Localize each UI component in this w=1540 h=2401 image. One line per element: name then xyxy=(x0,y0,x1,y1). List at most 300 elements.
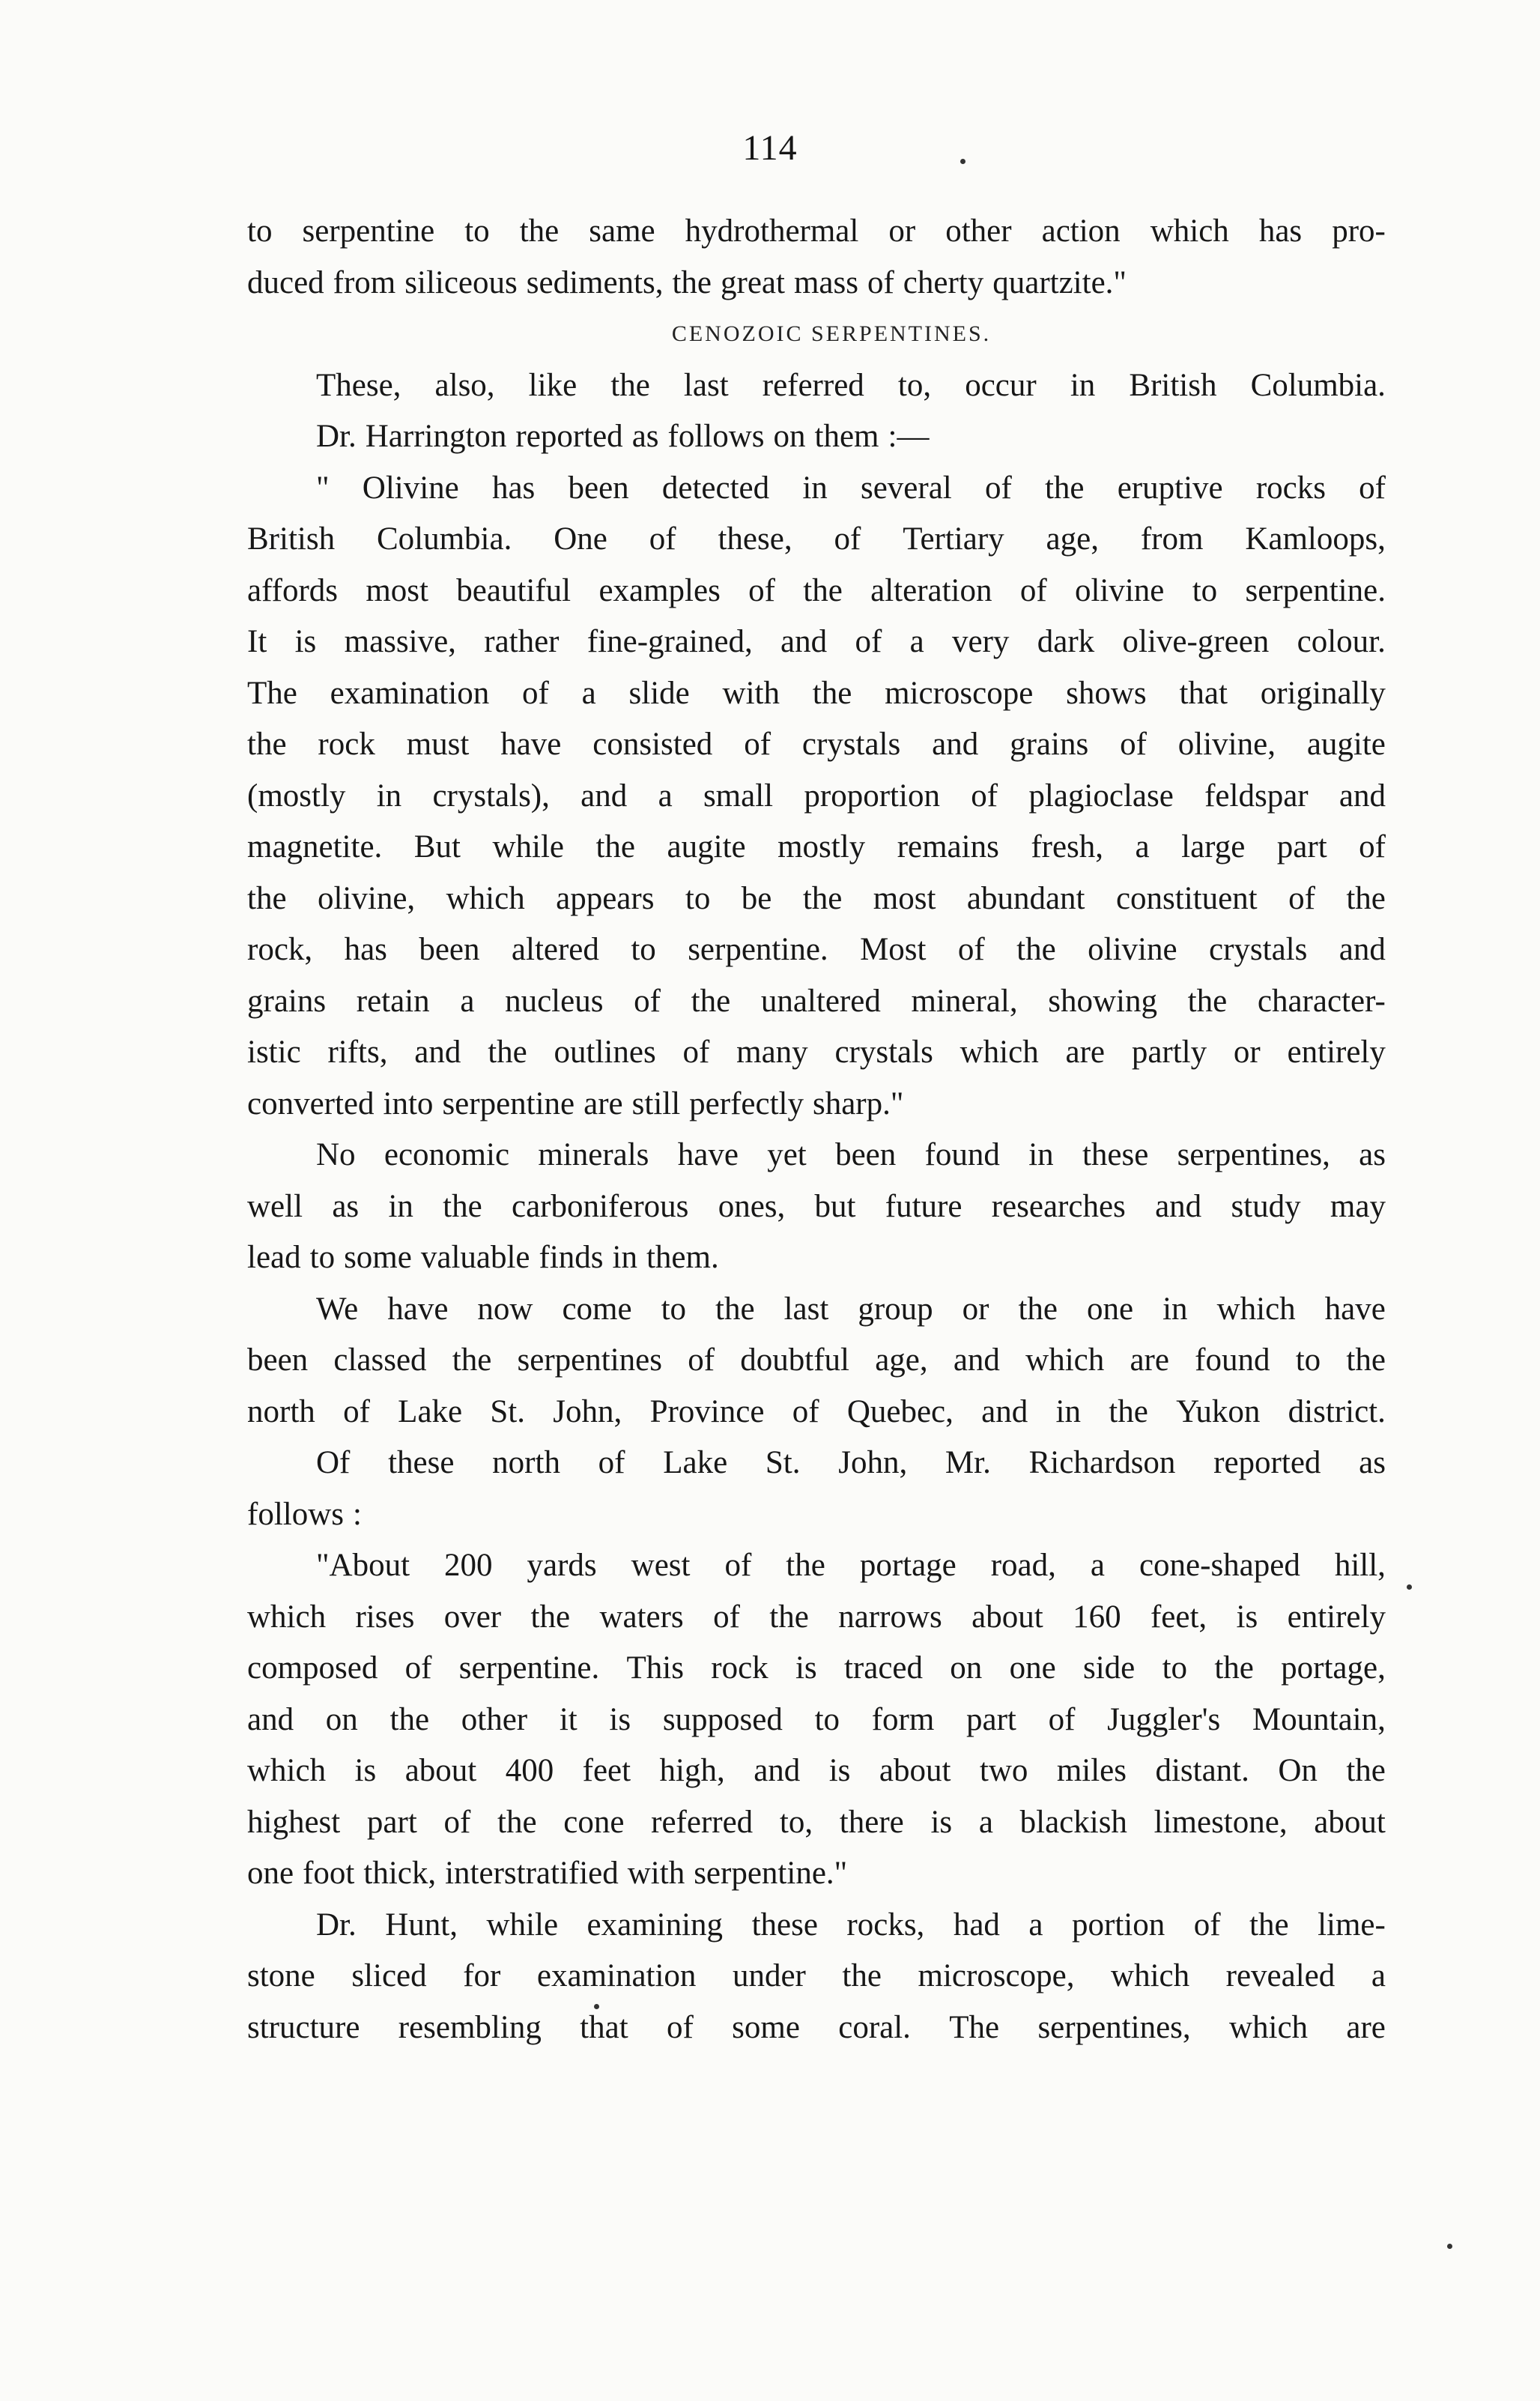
word: other xyxy=(461,1701,528,1737)
word: which xyxy=(1228,2009,1309,2045)
word: olivine, xyxy=(317,880,416,916)
text-line xyxy=(247,1130,1386,1181)
word: minerals xyxy=(538,1137,649,1172)
word: blackish xyxy=(1019,1804,1127,1840)
word: same xyxy=(589,214,655,249)
word: to xyxy=(309,1240,336,1275)
word: has xyxy=(344,932,387,967)
word: coral. xyxy=(838,2009,911,2045)
word: economic xyxy=(384,1137,510,1172)
word: quartzite." xyxy=(992,264,1127,300)
word: foot xyxy=(303,1856,355,1891)
word: traced xyxy=(843,1650,923,1686)
word: But xyxy=(413,829,461,865)
word: and xyxy=(247,1701,294,1737)
word: feet xyxy=(582,1753,631,1788)
word: showing xyxy=(1048,983,1157,1019)
word: waters xyxy=(599,1599,684,1635)
word: olivine xyxy=(1074,572,1165,608)
word: may xyxy=(1330,1188,1386,1224)
word: the xyxy=(812,675,852,711)
word: partly xyxy=(1131,1035,1207,1070)
word: the xyxy=(691,983,731,1019)
word: serpentine. xyxy=(1245,572,1386,608)
text-line xyxy=(247,1284,1386,1336)
page-number: 114 xyxy=(742,128,798,168)
word: been xyxy=(247,1342,309,1378)
word: St. xyxy=(490,1393,526,1429)
word: part xyxy=(366,1804,417,1840)
word: narrows xyxy=(838,1599,942,1635)
word: in xyxy=(1055,1393,1081,1429)
word: originally xyxy=(1260,675,1386,711)
word: of xyxy=(634,983,661,1019)
word: the xyxy=(1109,1393,1148,1429)
word: reported xyxy=(1213,1445,1321,1480)
word: in xyxy=(802,470,828,506)
word: to xyxy=(631,932,656,967)
word: side xyxy=(1082,1650,1136,1686)
word: about xyxy=(879,1753,951,1788)
text-line xyxy=(247,924,1386,976)
word: been xyxy=(419,932,480,967)
text-line xyxy=(247,1387,1386,1438)
word: the xyxy=(672,264,712,300)
word: are xyxy=(1346,2009,1386,2045)
word: the xyxy=(488,1035,527,1070)
word: rifts, xyxy=(327,1035,388,1070)
word: these xyxy=(1082,1137,1149,1172)
word: have xyxy=(387,1291,449,1327)
word: microscope, xyxy=(918,1958,1075,1993)
word: cherty xyxy=(903,264,984,300)
word: of xyxy=(724,1548,752,1583)
text-line xyxy=(247,873,1386,925)
word: as xyxy=(1359,1445,1386,1480)
word: north xyxy=(247,1393,315,1429)
word: with xyxy=(722,675,780,711)
word: of xyxy=(855,624,882,659)
word: the xyxy=(595,829,636,865)
word: or xyxy=(962,1291,989,1327)
word: massive, xyxy=(344,624,456,659)
word: great xyxy=(721,264,785,300)
text-line xyxy=(247,514,1386,566)
text-line xyxy=(247,771,1386,823)
word: of xyxy=(792,1393,819,1429)
word: rises xyxy=(355,1599,415,1635)
word: converted xyxy=(247,1086,375,1121)
word: a xyxy=(460,983,475,1019)
word: examination xyxy=(330,675,490,711)
word: distant. xyxy=(1155,1753,1249,1788)
word: still xyxy=(631,1086,681,1121)
word: of xyxy=(404,1650,432,1686)
text-line xyxy=(247,1643,1386,1695)
word: the xyxy=(1044,470,1085,506)
word: character- xyxy=(1257,983,1386,1019)
word: fresh, xyxy=(1031,829,1104,865)
word: must xyxy=(406,727,470,762)
word: duced xyxy=(247,264,324,300)
word: examples xyxy=(598,572,721,608)
word: is xyxy=(828,1753,851,1788)
word: are xyxy=(1130,1342,1169,1378)
word: and xyxy=(981,1393,1028,1429)
word: west xyxy=(631,1548,691,1583)
word: Hunt, xyxy=(385,1907,458,1943)
word: of xyxy=(1193,1907,1221,1943)
word: doubtful xyxy=(740,1342,849,1378)
word: Richardson xyxy=(1028,1445,1176,1480)
word: serpentine xyxy=(442,1086,575,1121)
word: proportion xyxy=(804,778,940,814)
word: been xyxy=(835,1137,897,1172)
word: is xyxy=(1236,1599,1258,1635)
word: the xyxy=(497,1804,537,1840)
word: miles xyxy=(1056,1753,1127,1788)
text-line xyxy=(247,1181,1386,1233)
word: for xyxy=(463,1958,501,1993)
word: them. xyxy=(646,1240,719,1275)
print-speck xyxy=(1447,2244,1452,2249)
word: cone xyxy=(563,1804,625,1840)
word: age, xyxy=(1046,521,1099,557)
word: the xyxy=(1018,1291,1058,1327)
word: to, xyxy=(897,367,932,403)
word: and xyxy=(1155,1188,1202,1224)
word: to xyxy=(464,214,490,249)
word: lead xyxy=(247,1240,301,1275)
text-line xyxy=(247,1900,1386,1952)
word: study xyxy=(1231,1188,1301,1224)
word: which xyxy=(247,1599,327,1635)
word: last xyxy=(683,367,729,403)
word: most xyxy=(366,572,428,608)
word: thick, xyxy=(363,1856,437,1891)
word: lime- xyxy=(1318,1907,1386,1943)
word: Most xyxy=(860,932,927,967)
word: these xyxy=(388,1445,455,1480)
word: of xyxy=(666,2009,694,2045)
word: reported xyxy=(515,419,623,454)
word: action xyxy=(1041,214,1121,249)
text-line xyxy=(247,1592,1386,1644)
word: John, xyxy=(553,1393,622,1429)
word: hill, xyxy=(1334,1548,1386,1583)
word: had xyxy=(953,1907,1000,1943)
word: of xyxy=(957,932,985,967)
word: of xyxy=(649,521,676,557)
text-line xyxy=(247,463,1386,515)
word: unaltered xyxy=(760,983,881,1019)
word: of xyxy=(688,1342,715,1378)
word: Yukon xyxy=(1176,1393,1261,1429)
text-line xyxy=(247,719,1386,771)
word: several xyxy=(860,470,952,506)
word: One xyxy=(554,521,607,557)
text-line xyxy=(247,206,1386,258)
word: portage xyxy=(859,1548,957,1583)
word: rocks, xyxy=(846,1907,925,1943)
word: retain xyxy=(356,983,430,1019)
word: dark xyxy=(1037,624,1095,659)
word: the xyxy=(247,727,287,762)
text-line xyxy=(247,411,1386,463)
word: and xyxy=(580,778,628,814)
word: of xyxy=(443,1804,471,1840)
word: feet, xyxy=(1150,1599,1207,1635)
word: the xyxy=(1214,1650,1254,1686)
word: have xyxy=(677,1137,739,1172)
word: and xyxy=(754,1753,801,1788)
word: from xyxy=(1140,521,1204,557)
word: to xyxy=(1295,1342,1321,1378)
text-line xyxy=(247,1746,1386,1797)
word: Olivine xyxy=(362,470,459,506)
word: examination xyxy=(536,1958,697,1993)
word: Province xyxy=(649,1393,765,1429)
word: Lake xyxy=(398,1393,463,1429)
word: in xyxy=(612,1240,637,1275)
word: as xyxy=(1359,1137,1386,1172)
word: istic xyxy=(247,1035,301,1070)
word: It xyxy=(247,624,267,659)
word: on xyxy=(325,1701,358,1737)
word: which xyxy=(960,1035,1039,1070)
word: referred xyxy=(651,1804,754,1840)
word: it xyxy=(559,1701,578,1737)
word: alteration xyxy=(870,572,992,608)
word: to, xyxy=(779,1804,813,1840)
word: like xyxy=(528,367,578,403)
word: small xyxy=(703,778,774,814)
word: mostly xyxy=(777,829,866,865)
word: (mostly xyxy=(247,778,346,814)
word: fine-grained, xyxy=(586,624,753,659)
word: augite xyxy=(1306,727,1386,762)
word: and xyxy=(414,1035,461,1070)
text-line xyxy=(247,1797,1386,1849)
word: " xyxy=(316,470,330,506)
text-line xyxy=(247,360,1386,412)
word: mineral, xyxy=(911,983,1018,1019)
word: have xyxy=(500,727,562,762)
word: now xyxy=(477,1291,533,1327)
word: rock xyxy=(711,1650,769,1686)
word: the xyxy=(389,1701,430,1737)
word: remains xyxy=(897,829,999,865)
word: No xyxy=(316,1137,356,1172)
text-line xyxy=(247,1232,1386,1284)
word: are xyxy=(1065,1035,1106,1070)
word: age, xyxy=(875,1342,928,1378)
word: limestone, xyxy=(1154,1804,1288,1840)
word: is xyxy=(795,1650,817,1686)
text-line xyxy=(247,1540,1386,1592)
word: is xyxy=(294,624,317,659)
word: in xyxy=(376,778,402,814)
word: about xyxy=(404,1753,477,1788)
word: researches xyxy=(991,1188,1126,1224)
word: these, xyxy=(718,521,792,557)
word: These, xyxy=(316,367,401,403)
word: while xyxy=(486,1907,559,1943)
word: of xyxy=(1359,829,1386,865)
word: On xyxy=(1278,1753,1318,1788)
word: microscope xyxy=(885,675,1034,711)
word: The xyxy=(247,675,297,711)
word: these xyxy=(751,1907,818,1943)
word: has xyxy=(491,470,536,506)
word: of xyxy=(867,264,894,300)
word: of xyxy=(1288,880,1315,916)
word: resembling xyxy=(398,2009,542,2045)
word: British xyxy=(247,521,336,557)
word: We xyxy=(316,1291,359,1327)
word: rather xyxy=(484,624,560,659)
text-line xyxy=(247,566,1386,617)
word: crystals xyxy=(834,1035,933,1070)
text-line xyxy=(247,1438,1386,1489)
word: follows xyxy=(247,1496,344,1532)
word: the xyxy=(519,214,560,249)
word: one xyxy=(247,1856,294,1891)
word: portion xyxy=(1072,1907,1165,1943)
word: Lake xyxy=(663,1445,728,1480)
word: olivine xyxy=(1088,932,1177,967)
word: future xyxy=(885,1188,962,1224)
word: one xyxy=(1009,1650,1056,1686)
text-line xyxy=(247,1951,1386,2002)
word: last xyxy=(783,1291,829,1327)
word: large xyxy=(1181,829,1246,865)
word: to xyxy=(247,214,273,249)
word: many xyxy=(736,1035,808,1070)
word: Mr. xyxy=(945,1445,991,1480)
word: or xyxy=(1233,1035,1261,1070)
word: rocks xyxy=(1255,470,1326,506)
text-line xyxy=(247,668,1386,720)
word: finds xyxy=(539,1240,604,1275)
word: John, xyxy=(838,1445,908,1480)
word: affords xyxy=(247,572,339,608)
word: Columbia. xyxy=(376,521,512,557)
word: about xyxy=(971,1599,1043,1635)
word: on xyxy=(773,419,806,454)
word: of xyxy=(1120,727,1147,762)
word: to xyxy=(685,880,711,916)
text-line xyxy=(247,1695,1386,1746)
word: of xyxy=(748,572,775,608)
word: a xyxy=(1135,829,1150,865)
word: of xyxy=(343,1393,370,1429)
word: Harrington xyxy=(365,419,507,454)
word: olivine, xyxy=(1177,727,1276,762)
word: 400 xyxy=(505,1753,554,1788)
word: supposed xyxy=(662,1701,783,1737)
word: a xyxy=(1090,1548,1105,1583)
word: come xyxy=(562,1291,632,1327)
word: plagioclase xyxy=(1028,778,1174,814)
word: the xyxy=(715,1291,755,1327)
word: occur xyxy=(965,367,1037,403)
print-speck xyxy=(960,159,965,164)
word: two xyxy=(979,1753,1028,1788)
word: north xyxy=(492,1445,560,1480)
word: in xyxy=(388,1188,413,1224)
word: on xyxy=(950,1650,983,1686)
word: of xyxy=(984,470,1012,506)
word: there xyxy=(839,1804,904,1840)
word: outlines xyxy=(554,1035,656,1070)
word: of xyxy=(682,1035,710,1070)
word: which xyxy=(1111,1958,1190,1993)
word: about xyxy=(1314,1804,1386,1840)
word: the xyxy=(786,1548,825,1583)
word: part xyxy=(966,1701,1016,1737)
word: group xyxy=(858,1291,933,1327)
word: stone xyxy=(247,1958,315,1993)
word: the xyxy=(443,1188,482,1224)
word: Columbia. xyxy=(1250,367,1386,403)
word: which xyxy=(1216,1291,1296,1327)
print-speck xyxy=(594,2004,599,2009)
word: some xyxy=(344,1240,412,1275)
word: high, xyxy=(659,1753,725,1788)
word: from xyxy=(333,264,396,300)
word: the xyxy=(452,1342,492,1378)
word: yet xyxy=(767,1137,807,1172)
word: the xyxy=(1346,880,1386,916)
word: and xyxy=(1339,778,1386,814)
word: most xyxy=(873,880,936,916)
word: beautiful xyxy=(456,572,572,608)
word: been xyxy=(568,470,629,506)
text-line xyxy=(247,258,1386,309)
word: olive-green xyxy=(1122,624,1270,659)
word: of xyxy=(713,1599,740,1635)
word: a xyxy=(1028,1907,1043,1943)
word: while xyxy=(492,829,564,865)
word: constituent xyxy=(1115,880,1258,916)
word: consisted xyxy=(592,727,713,762)
word: structure xyxy=(247,2009,360,2045)
word: portage, xyxy=(1281,1650,1386,1686)
word: grains xyxy=(247,983,327,1019)
word: interstratified xyxy=(445,1856,619,1891)
word: and xyxy=(932,727,979,762)
word: appears xyxy=(556,880,655,916)
word: district. xyxy=(1288,1393,1386,1429)
word: :— xyxy=(888,419,930,454)
word: Kamloops, xyxy=(1245,521,1386,557)
word: feldspar xyxy=(1204,778,1309,814)
word: augite xyxy=(667,829,746,865)
text-line xyxy=(247,1489,1386,1541)
word: a xyxy=(909,624,924,659)
word: of xyxy=(971,778,998,814)
word: in xyxy=(1162,1291,1188,1327)
word: form xyxy=(871,1701,935,1737)
word: classed xyxy=(333,1342,427,1378)
text-line xyxy=(247,2002,1386,2054)
word: The xyxy=(949,2009,1000,2045)
word: abundant xyxy=(966,880,1085,916)
word: Of xyxy=(316,1445,351,1480)
word: serpentines, xyxy=(1177,1137,1330,1172)
word: of xyxy=(1019,572,1047,608)
